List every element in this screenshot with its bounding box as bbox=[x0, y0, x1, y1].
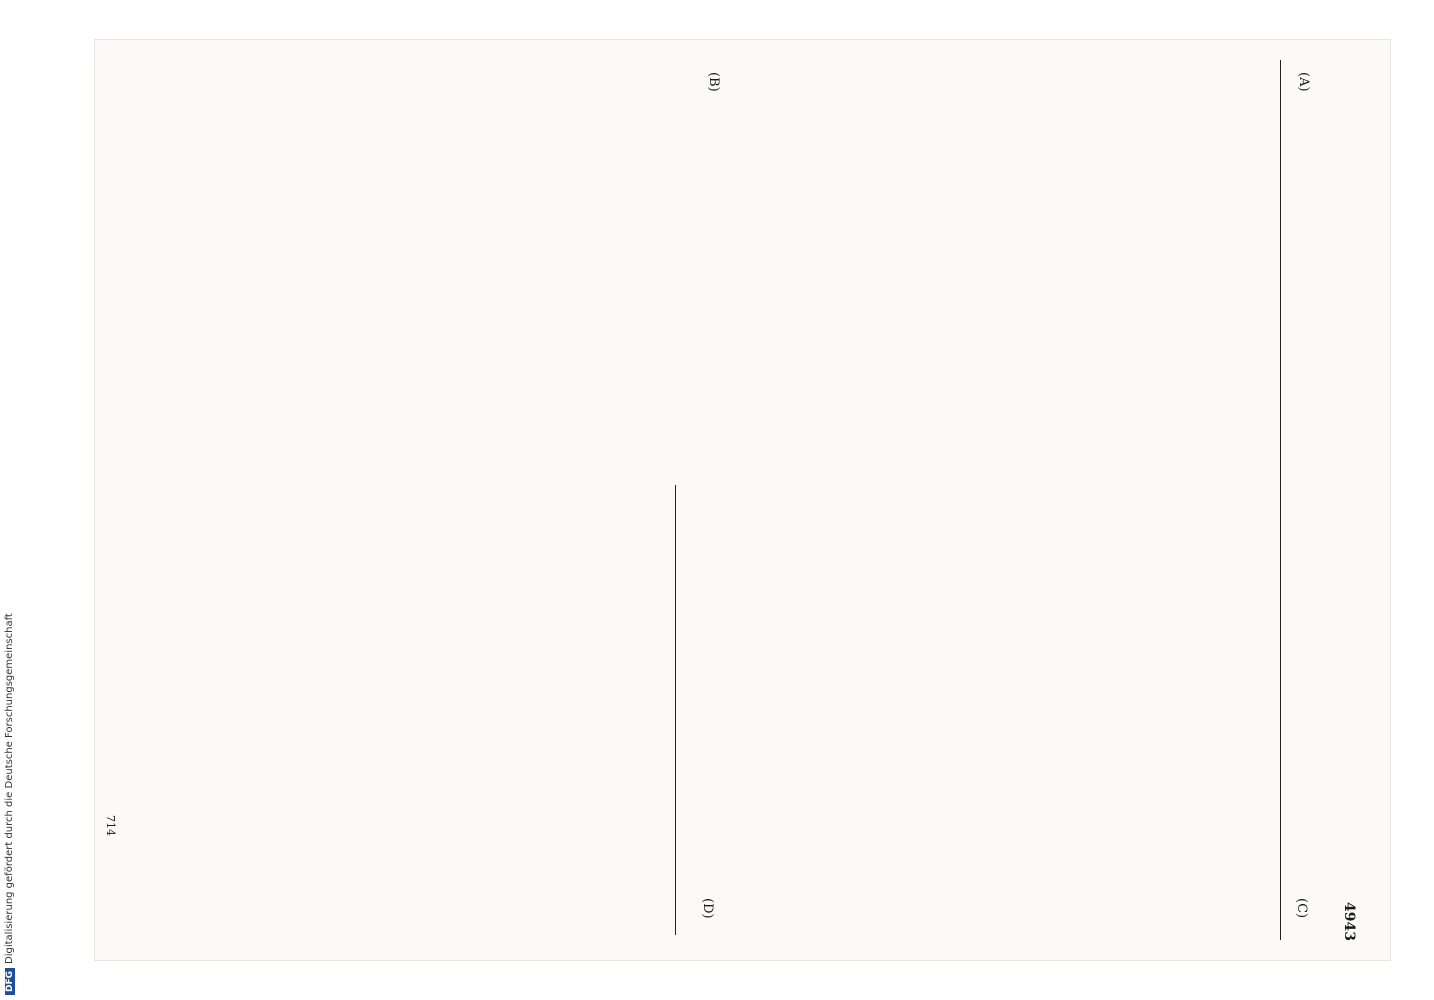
digitization-credit bbox=[4, 613, 15, 995]
scanned-page bbox=[95, 40, 1390, 960]
bottom-page-number: 714 bbox=[104, 815, 117, 836]
page-number: 4943 bbox=[1341, 902, 1357, 941]
margin-letter-b: (B) bbox=[706, 72, 721, 92]
dfg-logo-icon: DFG bbox=[5, 968, 15, 995]
column-divider bbox=[675, 485, 676, 935]
margin-letter-a: (A) bbox=[1296, 72, 1311, 92]
margin-letter-c: (C) bbox=[1294, 898, 1309, 919]
margin-letter-d: (D) bbox=[700, 898, 715, 919]
credit-text: Digitalisierung gefördert durch die Deutsche Forschungsgemeinschaft bbox=[4, 613, 15, 964]
header-rule bbox=[1280, 60, 1281, 940]
